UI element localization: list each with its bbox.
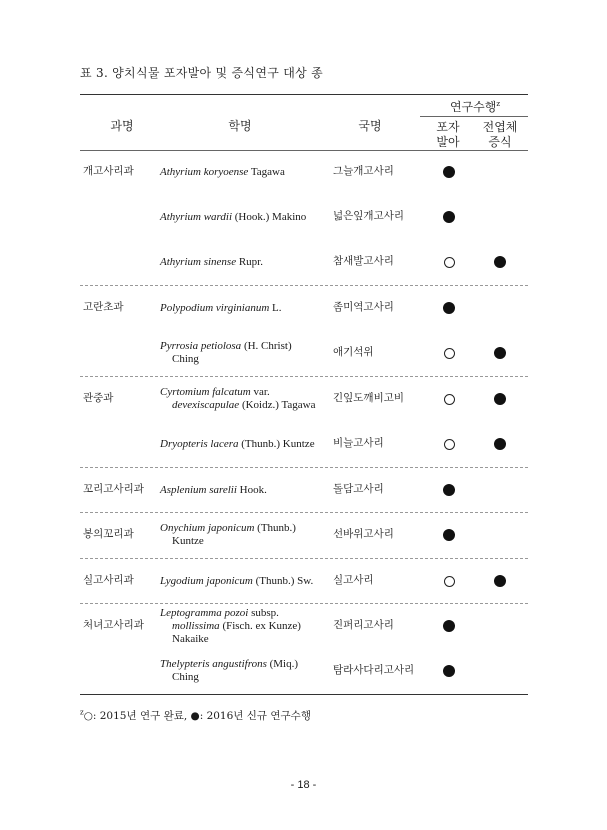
scientific-name-author: (Thunb.) (254, 522, 296, 534)
row-korean-name: 넓은잎개고사리 (333, 210, 405, 222)
scientific-name-italic: Cyrtomium falcatum (160, 386, 251, 398)
row-family: 개고사리과 (83, 165, 134, 177)
row-family: 고란초과 (83, 301, 124, 313)
row-family: 관중과 (83, 392, 114, 404)
scientific-name-line (160, 671, 335, 684)
scientific-name-italic: devexiscapulae (172, 399, 240, 411)
row-korean-name: 그늘개고사리 (333, 165, 394, 177)
scientific-name-line (160, 607, 335, 620)
scientific-name-italic: Thelypteris angustifrons (160, 658, 267, 670)
page-number: - 18 - (290, 779, 317, 791)
row-korean-name: 긴잎도깨비고비 (333, 392, 405, 404)
row-korean-name: 비늘고사리 (333, 437, 384, 449)
scientific-name-line (160, 399, 335, 412)
scientific-name-italic: Pyrrosia petiolosa (160, 340, 242, 352)
header-spore (428, 120, 468, 150)
row-family: 실고사리과 (83, 574, 134, 586)
row-scientific-name (160, 575, 335, 588)
scientific-name-line (160, 353, 335, 366)
scientific-name-line (160, 211, 335, 224)
spore-status-marker (444, 348, 455, 359)
row-korean-name: 애기석위 (333, 346, 374, 358)
row-scientific-name (160, 386, 335, 412)
header-korean: 국명 (358, 119, 382, 133)
propagation-status-marker (494, 438, 506, 450)
header-family: 과명 (110, 119, 134, 133)
scientific-name-author: (Hook.) Makino (232, 210, 307, 223)
scientific-name-author: L. (269, 301, 282, 314)
scientific-name-line (160, 386, 335, 399)
scientific-name-line (160, 620, 335, 633)
spore-status-marker (444, 576, 455, 587)
propagation-status-marker (494, 347, 506, 359)
group-rule (80, 603, 528, 604)
header-research (430, 98, 520, 115)
scientific-name-line (160, 302, 335, 315)
scientific-name-author: var. (250, 386, 270, 398)
header-spore-line1: 포자 (436, 120, 460, 134)
scientific-name-author: Nakaike (172, 632, 209, 645)
spore-status-marker (443, 484, 455, 496)
scientific-name-author: Kuntze (172, 535, 204, 547)
row-scientific-name (160, 484, 335, 497)
header-spore-line2: 발아 (436, 135, 460, 149)
scientific-name-author: Ching (172, 353, 199, 365)
row-scientific-name (160, 211, 335, 224)
footnote (80, 708, 311, 723)
table-bottom-rule (80, 694, 528, 695)
header-research-label: 연구수행 (449, 100, 497, 114)
row-scientific-name (160, 166, 335, 179)
scientific-name-author: subsp. (248, 606, 279, 619)
propagation-status-marker (494, 256, 506, 268)
spore-status-marker (444, 394, 455, 405)
spore-status-marker (443, 166, 455, 178)
row-korean-name: 좀미역고사리 (333, 301, 394, 313)
footnote-sup: z (80, 708, 84, 717)
scientific-name-author: (Thunb.) Sw. (252, 574, 314, 587)
scientific-name-italic: Lygodium japonicum (160, 574, 253, 587)
scientific-name-author: Tagawa (248, 165, 285, 178)
group-rule (80, 467, 528, 468)
scientific-name-line (160, 256, 335, 269)
spore-status-marker (444, 439, 455, 450)
scientific-name-line (160, 633, 335, 646)
scientific-name-italic: Asplenium sarelii (160, 483, 237, 496)
header-research-sup: z (496, 100, 501, 108)
scientific-name-author: Hook. (236, 483, 267, 496)
row-family: 처녀고사리과 (83, 619, 144, 631)
scientific-name-line (160, 535, 335, 548)
scientific-name-author: (Koidz.) Tagawa (239, 399, 316, 411)
scientific-name-italic: Athyrium sinense (160, 255, 237, 268)
scientific-name-author: Rupr. (236, 255, 263, 268)
scientific-name-italic: Dryopteris lacera (160, 437, 239, 450)
header-propagation (474, 120, 526, 150)
row-family: 꼬리고사리과 (83, 483, 144, 495)
table-caption: 표 3. 양치식물 포자발아 및 증식연구 대상 종 (80, 66, 324, 80)
header-scientific: 학명 (228, 119, 252, 133)
scientific-name-author: (Thunb.) Kuntze (238, 437, 315, 450)
group-rule (80, 558, 528, 559)
header-propagation-line2: 증식 (488, 135, 512, 149)
spore-status-marker (443, 665, 455, 677)
spore-status-marker (444, 257, 455, 268)
header-bottom-rule (80, 150, 528, 151)
spore-status-marker (443, 620, 455, 632)
scientific-name-italic: Athyrium wardii (160, 210, 233, 223)
scientific-name-line (160, 575, 335, 588)
scientific-name-author: Ching (172, 671, 199, 683)
scientific-name-line (160, 484, 335, 497)
row-scientific-name (160, 607, 335, 646)
scientific-name-author: (Fisch. ex Kunze) (219, 619, 301, 632)
footnote-text: ○: 2015년 연구 완료, ●: 2016년 신규 연구수행 (83, 710, 311, 722)
row-korean-name: 진퍼리고사리 (333, 619, 394, 631)
scientific-name-author: (H. Christ) (241, 340, 292, 352)
row-korean-name: 실고사리 (333, 574, 374, 586)
scientific-name-line (160, 166, 335, 179)
propagation-status-marker (494, 575, 506, 587)
scientific-name-italic: mollissima (172, 619, 220, 632)
propagation-status-marker (494, 393, 506, 405)
header-propagation-line1: 전엽체 (482, 120, 518, 134)
row-korean-name: 선바위고사리 (333, 528, 394, 540)
group-rule (80, 376, 528, 377)
spore-status-marker (443, 529, 455, 541)
group-rule (80, 512, 528, 513)
group-rule (80, 285, 528, 286)
header-subrule (420, 116, 528, 117)
scientific-name-line (160, 522, 335, 535)
row-scientific-name (160, 340, 335, 366)
scientific-name-line (160, 438, 335, 451)
row-korean-name: 탐라사다리고사리 (333, 664, 415, 676)
scientific-name-line (160, 658, 335, 671)
row-scientific-name (160, 658, 335, 684)
row-scientific-name (160, 522, 335, 548)
row-scientific-name (160, 438, 335, 451)
scientific-name-italic: Athyrium koryoense (160, 165, 249, 178)
spore-status-marker (443, 211, 455, 223)
scientific-name-italic: Leptogramma pozoi (160, 606, 249, 619)
scientific-name-italic: Polypodium virginianum (160, 301, 270, 314)
row-family: 봉의꼬리과 (83, 528, 134, 540)
scientific-name-author: (Miq.) (266, 658, 299, 670)
row-korean-name: 참새발고사리 (333, 255, 394, 267)
row-scientific-name (160, 256, 335, 269)
spore-status-marker (443, 302, 455, 314)
scientific-name-italic: Onychium japonicum (160, 522, 255, 534)
table-top-rule (80, 94, 528, 95)
row-korean-name: 돌담고사리 (333, 483, 384, 495)
row-scientific-name (160, 302, 335, 315)
scientific-name-line (160, 340, 335, 353)
